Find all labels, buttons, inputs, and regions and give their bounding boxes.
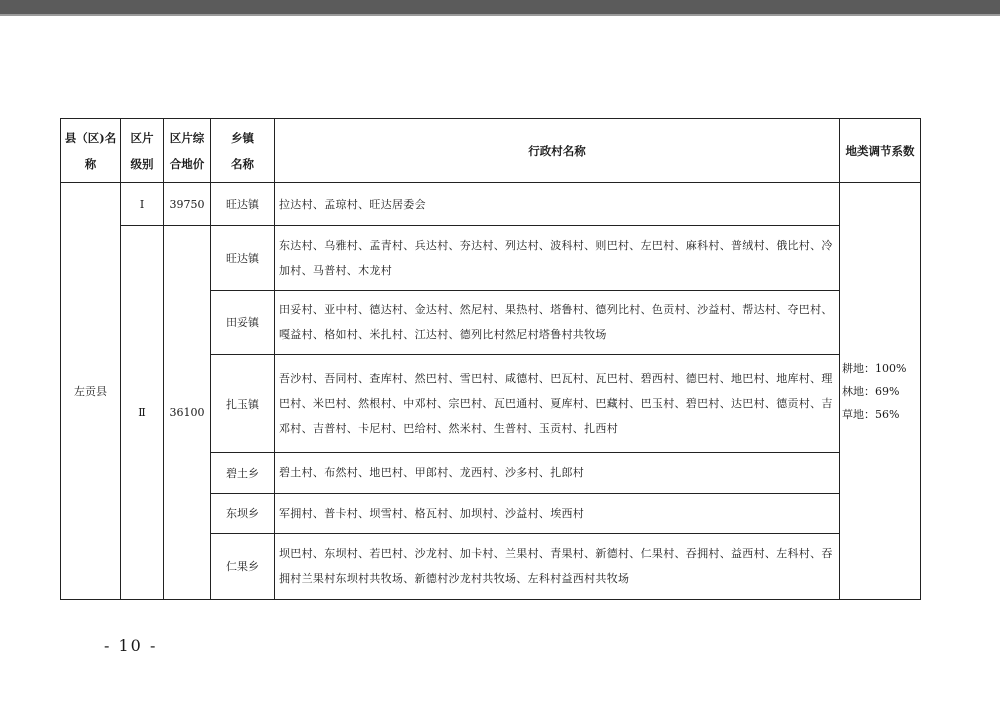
town-cell: 仁果乡 — [211, 533, 275, 599]
coefficient-cultivated: 耕地：100% — [842, 361, 907, 375]
header-price — [164, 119, 211, 183]
level-cell-1: Ⅰ — [121, 183, 164, 226]
villages-cell: 吾沙村、吾同村、查库村、然巴村、雪巴村、咸德村、巴瓦村、瓦巴村、碧西村、德巴村、地巴村、地库村、理巴村、米巴村、然根村、中邓村、宗巴村、瓦巴通村、夏库村、巴藏村、巴玉村、碧巴村、达巴村、德贡村、吉邓村、吉普村、卡尼村、巴给村、然米村、生普村、玉贡村、扎西村 — [275, 354, 840, 452]
header-town-line2: 名称 — [231, 156, 254, 171]
header-price-line2: 合地价 — [169, 156, 205, 171]
table-row — [61, 226, 921, 290]
header-county-line2: 称 — [84, 156, 97, 171]
price-cell-1: 39750 — [164, 183, 211, 226]
villages-cell: 碧土村、布然村、地巴村、甲郎村、龙西村、沙多村、扎郎村 — [275, 453, 840, 493]
header-price-line1: 区片综 — [169, 130, 205, 145]
header-villages: 行政村名称 — [275, 119, 840, 183]
header-county-line1: 县（区)名 — [64, 130, 117, 145]
town-cell: 东坝乡 — [211, 493, 275, 533]
town-cell: 扎玉镇 — [211, 354, 275, 452]
coefficient-grassland: 草地：56% — [842, 407, 900, 421]
header-level-line2: 级别 — [130, 156, 154, 171]
town-cell: 旺达镇 — [211, 183, 275, 226]
header-coefficient: 地类调节系数 — [840, 119, 921, 183]
level-cell-2: Ⅱ — [121, 226, 164, 600]
town-cell: 田妥镇 — [211, 290, 275, 354]
town-cell: 旺达镇 — [211, 226, 275, 290]
header-level — [121, 119, 164, 183]
villages-cell: 坝巴村、东坝村、若巴村、沙龙村、加卡村、兰果村、青果村、新德村、仁果村、吞拥村、益西村、左科村、吞拥村兰果村东坝村共牧场、新德村沙龙村共牧场、左科村益西村共牧场 — [275, 533, 840, 599]
header-town — [211, 119, 275, 183]
land-price-table-container — [60, 118, 920, 600]
county-cell: 左贡县 — [61, 183, 121, 600]
villages-cell: 拉达村、孟琼村、旺达居委会 — [275, 183, 840, 226]
villages-cell: 田妥村、亚中村、德达村、金达村、然尼村、果热村、塔鲁村、德列比村、色贡村、沙益村、帮达村、夺巴村、嘎益村、格如村、米扎村、江达村、德列比村然尼村塔鲁村共牧场 — [275, 290, 840, 354]
villages-cell: 军拥村、普卡村、坝雪村、格瓦村、加坝村、沙益村、埃西村 — [275, 493, 840, 533]
scan-top-edge — [0, 0, 1000, 14]
header-row — [61, 119, 921, 183]
coefficient-cell — [840, 183, 921, 600]
coefficient-forest: 林地：69% — [842, 384, 900, 398]
page-number: - 10 - — [104, 636, 158, 655]
header-town-line1: 乡镇 — [231, 130, 254, 145]
header-level-line1: 区片 — [130, 130, 154, 145]
town-cell: 碧土乡 — [211, 453, 275, 493]
table-row — [61, 183, 921, 226]
land-price-table — [60, 118, 921, 600]
villages-cell: 东达村、乌雅村、孟青村、兵达村、夯达村、列达村、波科村、则巴村、左巴村、麻科村、普绒村、俄比村、冷加村、马普村、木龙村 — [275, 226, 840, 290]
price-cell-2: 36100 — [164, 226, 211, 600]
header-county — [61, 119, 121, 183]
